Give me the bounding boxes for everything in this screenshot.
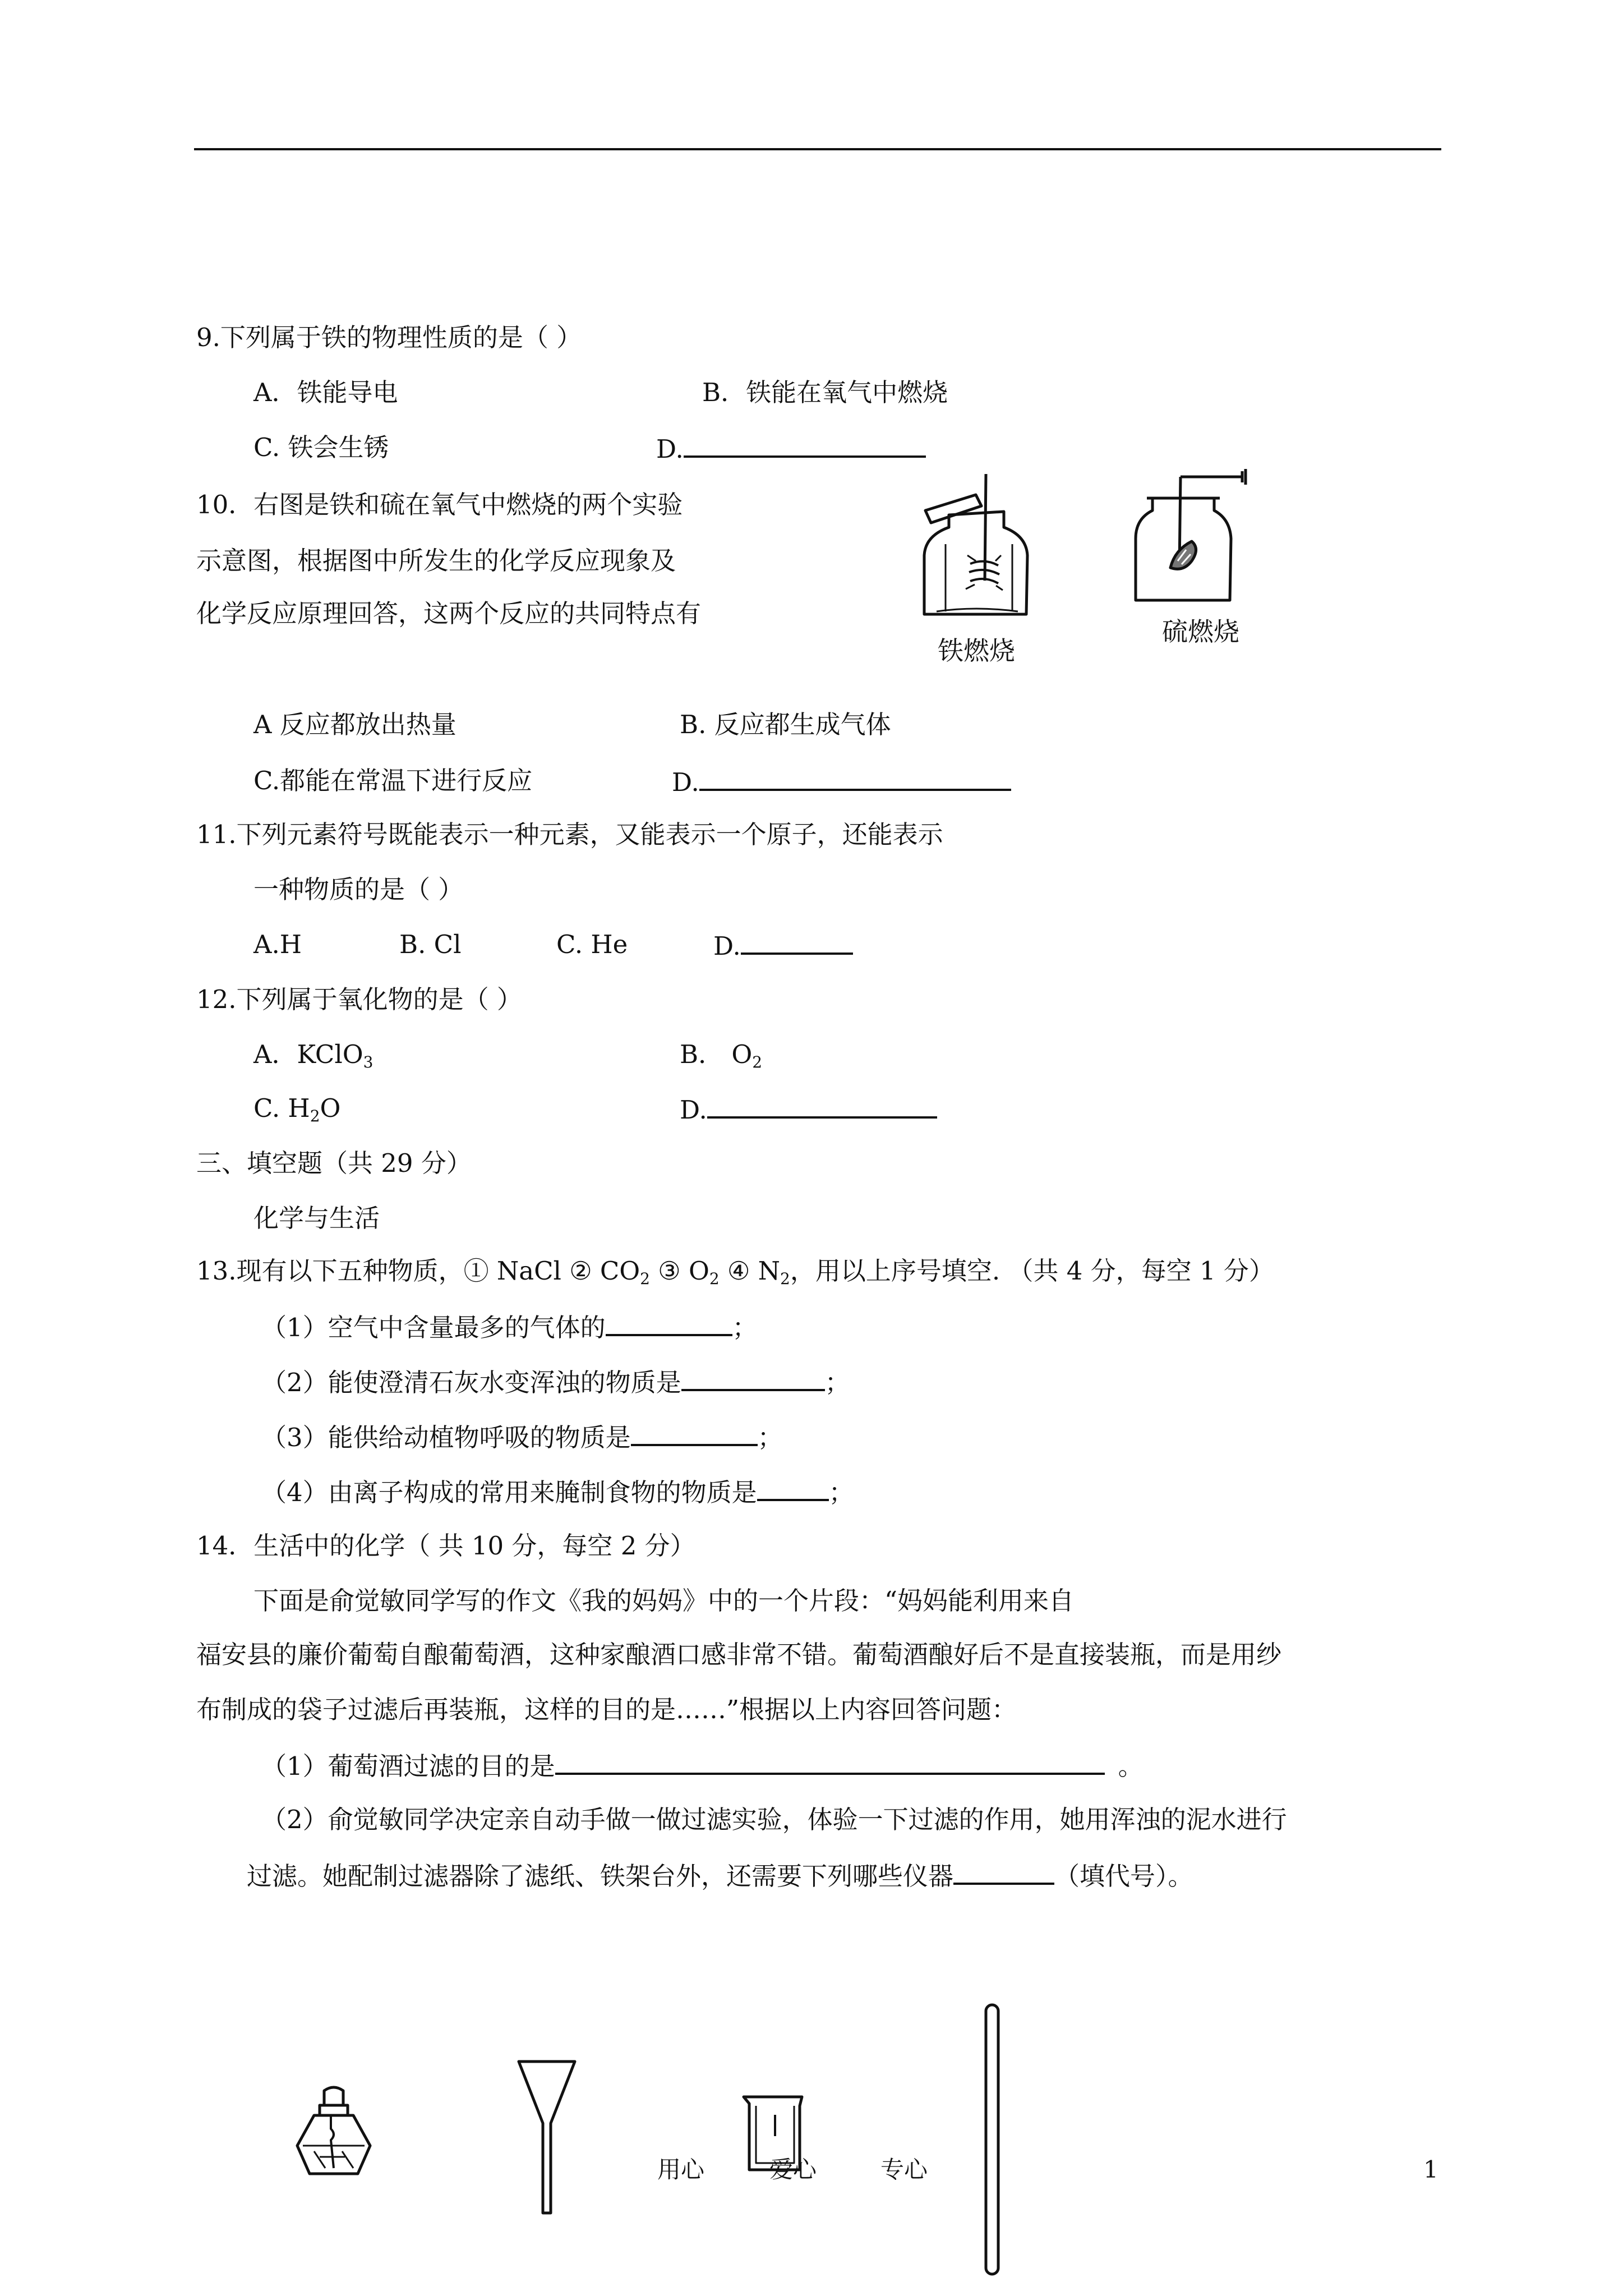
answer-blank[interactable] <box>953 1858 1054 1885</box>
answer-blank[interactable] <box>699 764 1011 791</box>
q14-part2-line2: 过滤。她配制过滤器除了滤纸、铁架台外，还需要下列哪些仪器 （填代号）。 <box>247 1858 1193 1893</box>
iron-burning-jar-figure <box>914 471 1043 623</box>
header-rule <box>194 148 1441 150</box>
answer-blank[interactable] <box>684 431 926 458</box>
footer-word-3: 专心 <box>880 2156 928 2183</box>
page-number: 1 <box>1423 2156 1438 2183</box>
q12-stem: 12.下列属于氧化物的是（ ） <box>196 984 522 1014</box>
sulfur-figure-caption: 硫燃烧 <box>1162 616 1239 647</box>
q11-option-c: C. He <box>556 930 628 959</box>
q14-paragraph-line3: 布制成的袋子过滤后再装瓶，这样的目的是……”根据以上内容回答问题： <box>196 1695 1017 1724</box>
q12-option-d: D. <box>680 1092 937 1127</box>
q12-option-c: C. $H_2O$ <box>253 1093 341 1125</box>
q13-part4: （4）由离子构成的常用来腌制食物的物质是 ； <box>261 1474 854 1510</box>
q14-paragraph-line1: 下面是俞觉敏同学写的作文《我的妈妈》中的一个片段：“妈妈能利用来自 <box>253 1586 1075 1616</box>
q10-option-b: B. 反应都生成气体 <box>680 710 891 739</box>
answer-blank[interactable] <box>757 1474 829 1501</box>
answer-blank[interactable] <box>741 928 853 955</box>
answer-blank[interactable] <box>681 1364 825 1391</box>
section-subtitle: 化学与生活 <box>253 1203 380 1233</box>
glass-rod-figure <box>981 2003 1004 2277</box>
q11-option-d: D. <box>713 928 853 963</box>
q10-option-d: D. <box>672 764 1011 799</box>
q9-option-c: C. 铁会生锈 <box>253 432 389 462</box>
q11-line2: 一种物质的是（ ） <box>253 875 464 904</box>
sulfur-burning-jar-figure <box>1130 466 1270 606</box>
footer-word-1: 用心 <box>657 2156 705 2183</box>
answer-blank[interactable] <box>555 1748 1105 1775</box>
q14-part1: （1）葡萄酒过滤的目的是 。 <box>261 1748 1144 1783</box>
q13-part1: （1）空气中含量最多的气体的 ； <box>261 1309 758 1345</box>
q9-option-b: B．铁能在氧气中燃烧 <box>702 378 948 407</box>
q13-stem: 13.现有以下五种物质，① NaCl ② $CO_2$ ③ $O_2$ ④ $N_2$，用以上序号填空. （共 4 分，每空 1 分） <box>196 1256 1274 1288</box>
q11-line1: 11.下列元素符号既能表示一种元素，又能表示一个原子，还能表示 <box>196 820 943 849</box>
iron-figure-caption: 铁燃烧 <box>938 636 1015 666</box>
section-title: 三、填空题（共 29 分） <box>196 1148 472 1178</box>
answer-blank[interactable] <box>606 1309 732 1336</box>
q14-part2-line1: （2）俞觉敏同学决定亲自动手做一做过滤实验，体验一下过滤的作用，她用浑浊的泥水进行 <box>261 1805 1287 1834</box>
q13-part3: （3）能供给动植物呼吸的物质是 ； <box>261 1419 783 1455</box>
q9-option-a: A．铁能导电 <box>253 378 398 407</box>
q12-option-a: A．KClO$_3$ <box>253 1039 374 1071</box>
q14-paragraph-line2: 福安县的廉价葡萄自酿葡萄酒，这种家酿酒口感非常不错。葡萄酒酿好后不是直接装瓶，而是用纱 <box>196 1640 1282 1669</box>
q14-title: 14．生活中的化学（ 共 10 分，每空 2 分） <box>196 1531 695 1561</box>
q10-option-c: C.都能在常温下进行反应 <box>253 766 533 795</box>
funnel-figure <box>516 2056 578 2219</box>
q11-option-b: B. Cl <box>399 930 462 959</box>
q9-stem: 9.下列属于铁的物理性质的是（ ） <box>196 323 582 352</box>
alcohol-lamp-figure <box>292 2084 376 2179</box>
q11-option-a: A.H <box>253 930 302 959</box>
q9-option-d: D. <box>656 431 926 466</box>
q10-line2: 示意图，根据图中所发生的化学反应现象及 <box>196 546 676 576</box>
footer-word-2: 爱心 <box>769 2156 817 2183</box>
q10-line3: 化学反应原理回答，这两个反应的共同特点有 <box>196 599 702 628</box>
q12-option-b: B． $O_2$ <box>680 1039 763 1071</box>
q10-line1: 10．右图是铁和硫在氧气中燃烧的两个实验 <box>196 490 683 519</box>
q10-option-a: A 反应都放出热量 <box>253 710 457 739</box>
q13-part2: （2）能使澄清石灰水变浑浊的物质是 ； <box>261 1364 850 1400</box>
answer-blank[interactable] <box>707 1092 937 1119</box>
answer-blank[interactable] <box>631 1419 758 1446</box>
